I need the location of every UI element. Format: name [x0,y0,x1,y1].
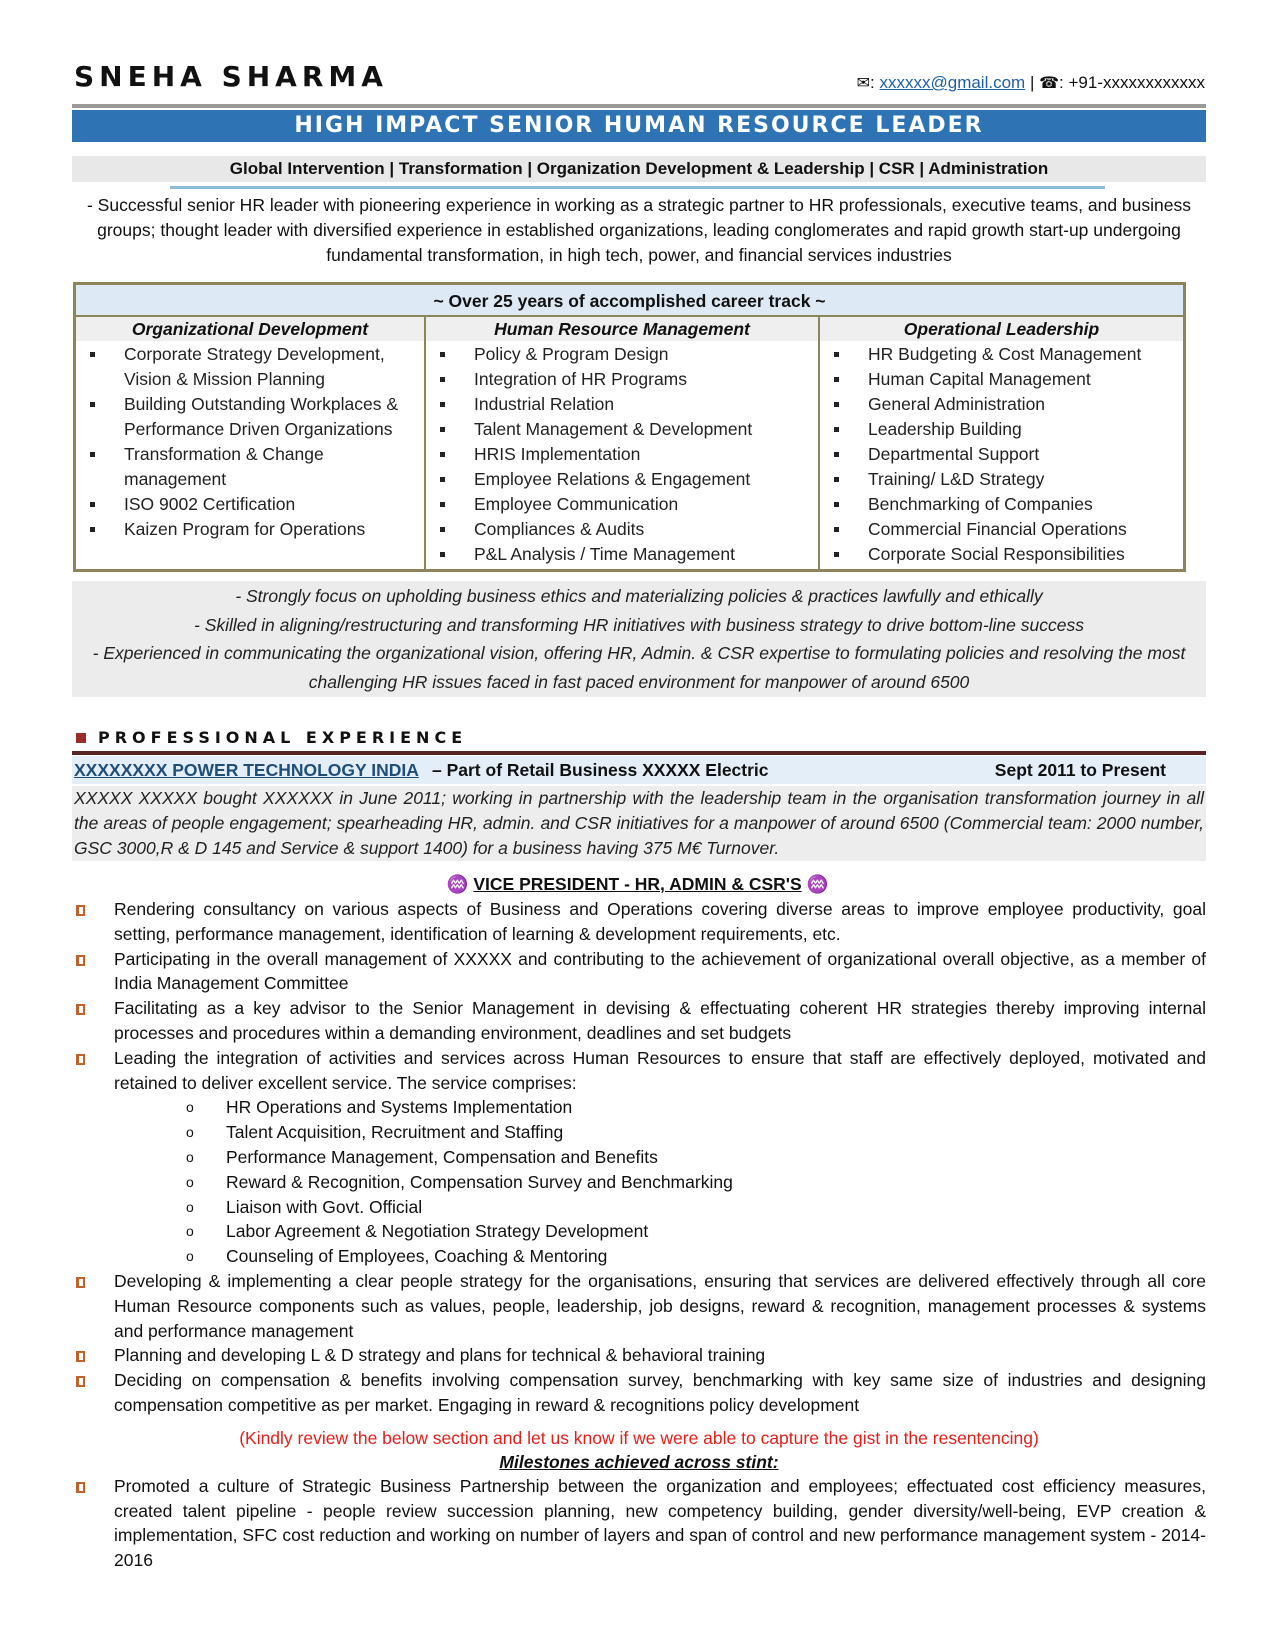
duty-item: Participating in the overall management of XXXXX and contributing to the achievement of organizational overall objective, as a member of India Management Committee [72,947,1206,997]
skill-item: Building Outstanding Workplaces & Performance Driven Organizations [76,392,424,442]
service-item: o HR Operations and Systems Implementation [186,1095,1206,1120]
square-bullet-icon [440,502,445,507]
square-bullet-icon [90,452,95,457]
duty-item: Leading the integration of activities and services across Human Resources to ensure that staff are effectively deployed, motivated and retained to deliver excellent service. The service comprises: o HR Operations and Systems Implementation o Talent Acquisition, Recruitment and Staffing o Performance Management, Compensation and Benefits o Reward & Recognition, Compensation Survey and Benchmarking o Liaison with Govt. Official o Labor Agreement & Negotiation Strategy Development o Counseling of Employees, Coaching & Mentoring [72,1046,1206,1269]
circle-bullet-icon: o [186,1099,194,1116]
services-list [186,1095,1206,1269]
company-description: XXXXX XXXXX bought XXXXXX in June 2011; working in partnership with the leadership team in the organisation transformation journey in all the areas of people engagement; spearheading HR, admin. and CSR initiatives for a manpower of around 6500 (Commercial team: 2000 number, GSC 3000,R & D 145 and Service & support 1400) for a business having 375 M€ Turnover. [72,786,1206,861]
highlight-line: - Skilled in aligning/restructuring and transforming HR initiatives with business strategy to drive bottom-line success [194,614,1084,635]
duty-item: Deciding on compensation & benefits involving compensation survey, benchmarking with key same size of industries and designing compensation competitive as per market. Engaging in reward & recognitions policy development [72,1368,1206,1418]
square-bullet-icon [834,477,839,482]
candidate-name: SNEHA SHARMA [74,60,388,93]
milestones-heading: Milestones achieved across stint: [499,1451,779,1472]
section-header-experience [76,728,467,747]
skill-item: ISO 9002 Certification [76,492,424,517]
tagline-divider [170,186,1105,189]
contact-line: ✉: xxxxxx@gmail.com | ☎: +91-xxxxxxxxxxxx [856,73,1205,92]
duty-item: Planning and developing L & D strategy and plans for technical & behavioral training [72,1343,1206,1368]
aquarius-icon: ♒ [806,874,829,894]
square-bullet-icon [440,377,445,382]
square-bullet-icon [834,427,839,432]
skill-item: Commercial Financial Operations [820,517,1183,542]
skill-item: Policy & Program Design [426,342,818,367]
skill-item: Employee Relations & Engagement [426,467,818,492]
tagline: Global Intervention | Transformation | Organization Development & Leadership | CSR | Administration [72,156,1206,182]
skill-item: Leadership Building [820,417,1183,442]
service-item: o Liaison with Govt. Official [186,1195,1206,1220]
circle-bullet-icon: o [186,1173,194,1190]
skills-table [73,282,1186,572]
checkbox-bullet-icon [76,1351,85,1362]
skill-item: P&L Analysis / Time Management [426,542,818,567]
header-divider [72,104,1206,108]
checkbox-bullet-icon [76,1376,85,1387]
checkbox-bullet-icon [76,1054,85,1065]
square-bullet-icon [834,502,839,507]
skill-item: Training/ L&D Strategy [820,467,1183,492]
column-title: Organizational Development [76,317,424,341]
skill-item: Departmental Support [820,442,1183,467]
contact-separator: | [1029,73,1035,92]
skills-column-organizational-development [76,317,424,569]
email-link[interactable]: xxxxxx@gmail.com [879,73,1026,92]
circle-bullet-icon: o [186,1124,194,1141]
skill-item: HRIS Implementation [426,442,818,467]
square-bullet-icon [440,552,445,557]
skill-item: Talent Management & Development [426,417,818,442]
company-header [72,756,1206,784]
company-name-link[interactable]: XXXXXXXX POWER TECHNOLOGY INDIA [74,760,419,780]
skill-item: Employee Communication [426,492,818,517]
phone-icon: ☎ [1039,75,1060,92]
review-note: (Kindly review the below section and let us know if we were able to capture the gist in the resentencing) [239,1427,1039,1448]
square-bullet-icon [834,452,839,457]
checkbox-bullet-icon [76,1004,85,1015]
service-item: o Labor Agreement & Negotiation Strategy Development [186,1219,1206,1244]
duty-item: Developing & implementing a clear people strategy for the organisations, ensuring that services are delivered effectively through all core Human Resource components such as values, people, leadership, job designs, reward & recognition, management processes & systems and performance management [72,1269,1206,1343]
role-name: VICE PRESIDENT - HR, ADMIN & CSR'S [473,874,802,894]
headline-title: HIGH IMPACT SENIOR HUMAN RESOURCE LEADER [72,110,1206,142]
skill-item: Benchmarking of Companies [820,492,1183,517]
company-parent: – Part of Retail Business XXXXX Electric [432,760,769,780]
square-bullet-icon [834,352,839,357]
skill-item: Transformation & Change management [76,442,424,492]
highlight-line: - Experienced in communicating the organizational vision, offering HR, Admin. & CSR expertise to formulating policies and resolving the most challenging HR issues faced in fast paced environment for manpower of around 6500 [92,643,1186,692]
circle-bullet-icon: o [186,1198,194,1215]
checkbox-bullet-icon [76,1482,85,1493]
square-bullet-icon [90,352,95,357]
circle-bullet-icon: o [186,1223,194,1240]
duty-item: Rendering consultancy on various aspects of Business and Operations covering diverse areas to improve employee productivity, goal setting, performance management, identification of learning & development requirements, etc. [72,897,1206,947]
square-bullet-icon [90,502,95,507]
envelope-icon: ✉ [856,75,871,92]
skill-item: Corporate Social Responsibilities [820,542,1183,567]
square-bullet-icon [834,377,839,382]
column-title: Operational Leadership [820,317,1183,341]
skill-item: Compliances & Audits [426,517,818,542]
skill-item: HR Budgeting & Cost Management [820,342,1183,367]
checkbox-bullet-icon [76,1277,85,1288]
skill-item: Kaizen Program for Operations [76,517,424,542]
skill-item: Human Capital Management [820,367,1183,392]
square-bullet-icon [834,527,839,532]
skill-item: Industrial Relation [426,392,818,417]
phone-number: +91-xxxxxxxxxxxx [1068,73,1205,92]
highlights-box [72,581,1206,697]
square-bullet-icon [90,527,95,532]
skill-item: Integration of HR Programs [426,367,818,392]
skills-heading: ~ Over 25 years of accomplished career track ~ [76,285,1183,317]
section-marker-icon [76,733,86,743]
skill-item: General Administration [820,392,1183,417]
skills-column-operational-leadership [818,317,1183,569]
square-bullet-icon [834,552,839,557]
service-item: o Talent Acquisition, Recruitment and Staffing [186,1120,1206,1145]
square-bullet-icon [440,427,445,432]
column-title: Human Resource Management [426,317,818,341]
skills-column-hr-management [424,317,818,569]
profile-summary: - Successful senior HR leader with pioneering experience in working as a strategic partner to HR professionals, executive teams, and business groups; thought leader with diversified experience in established organizations, leading conglomerates and rapid growth start-up undergoing fundamental transformation, in high tech, power, and financial services industries [86,195,1192,265]
milestone-item: Promoted a culture of Strategic Business Partnership between the organization and employees; effectuated cost efficiency measures, created talent pipeline - people review succession planning, new competency building, gender diversity/well-being, EVP creation & implementation, SFC cost reduction and working on number of layers and span of control and new performance management system - 2014-2016 [72,1474,1206,1573]
circle-bullet-icon: o [186,1148,194,1165]
section-divider [72,751,1206,755]
skill-item: Corporate Strategy Development, Vision & Mission Planning [76,342,424,392]
square-bullet-icon [440,352,445,357]
highlight-line: - Strongly focus on upholding business ethics and materializing policies & practices lawfully and ethically [235,586,1043,606]
checkbox-bullet-icon [76,955,85,966]
role-title [0,873,1275,895]
square-bullet-icon [90,402,95,407]
aquarius-icon: ♒ [446,874,469,894]
circle-bullet-icon: o [186,1248,194,1265]
square-bullet-icon [834,402,839,407]
square-bullet-icon [440,402,445,407]
service-item: o Performance Management, Compensation and Benefits [186,1145,1206,1170]
service-item: o Counseling of Employees, Coaching & Mentoring [186,1244,1206,1269]
section-title: PROFESSIONAL EXPERIENCE [98,728,468,747]
square-bullet-icon [440,527,445,532]
duty-item: Facilitating as a key advisor to the Senior Management in devising & effectuating coherent HR strategies thereby improving internal processes and procedures within a demanding environment, deadlines and set budgets [72,996,1206,1046]
service-item: o Reward & Recognition, Compensation Survey and Benchmarking [186,1170,1206,1195]
employment-dates: Sept 2011 to Present [994,760,1166,780]
checkbox-bullet-icon [76,905,85,916]
duties-list [72,897,1206,1573]
square-bullet-icon [440,477,445,482]
square-bullet-icon [440,452,445,457]
